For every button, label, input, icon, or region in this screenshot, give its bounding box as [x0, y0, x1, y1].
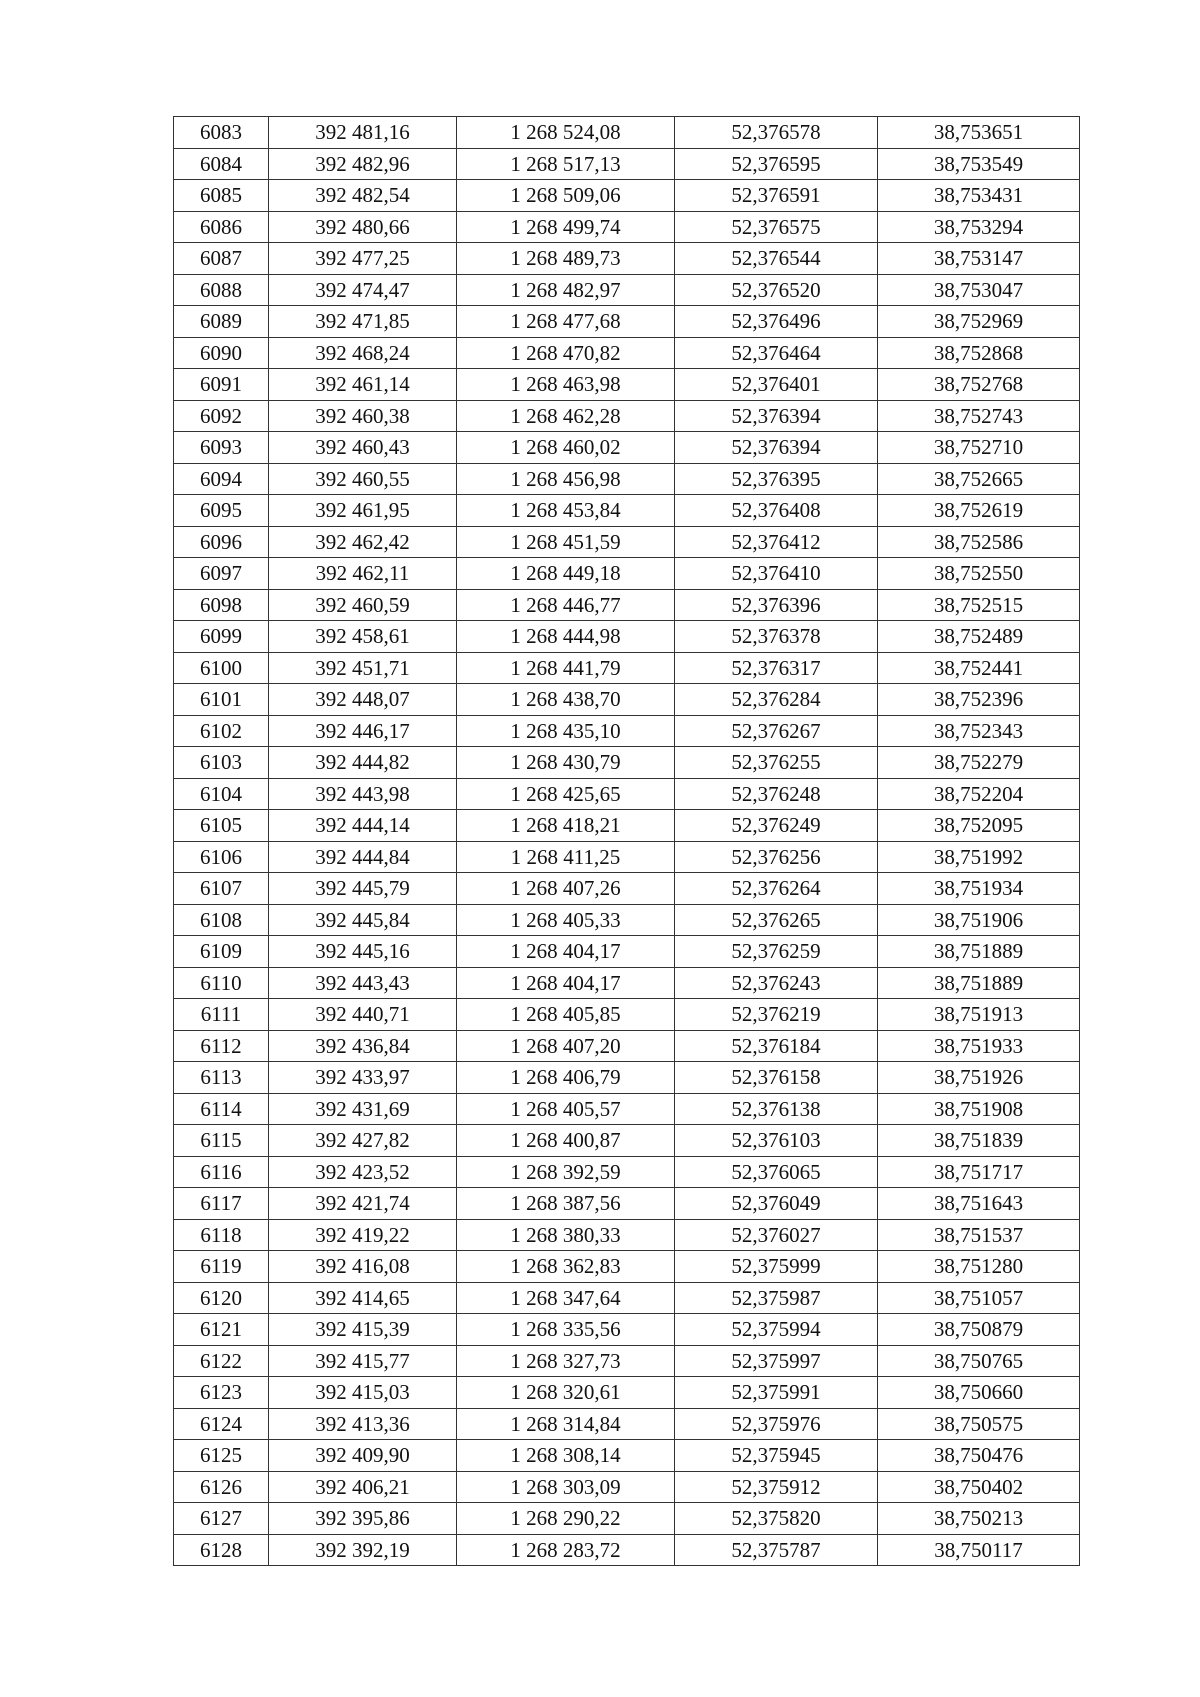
longitude-cell: 38,752743: [878, 400, 1080, 432]
coordinates-table-body: [174, 117, 1080, 1566]
latitude-cell: 52,376219: [675, 999, 878, 1031]
table-row: [174, 873, 1080, 905]
point-number-cell: 6125: [174, 1440, 269, 1472]
table-row: [174, 1219, 1080, 1251]
longitude-cell: 38,750117: [878, 1534, 1080, 1566]
latitude-cell: 52,376103: [675, 1125, 878, 1157]
longitude-cell: 38,751926: [878, 1062, 1080, 1094]
x-coordinate-cell: 392 460,38: [269, 400, 457, 432]
y-coordinate-cell: 1 268 411,25: [457, 841, 675, 873]
point-number-cell: 6086: [174, 211, 269, 243]
x-coordinate-cell: 392 468,24: [269, 337, 457, 369]
x-coordinate-cell: 392 444,82: [269, 747, 457, 779]
y-coordinate-cell: 1 268 482,97: [457, 274, 675, 306]
point-number-cell: 6111: [174, 999, 269, 1031]
longitude-cell: 38,752768: [878, 369, 1080, 401]
x-coordinate-cell: 392 421,74: [269, 1188, 457, 1220]
point-number-cell: 6121: [174, 1314, 269, 1346]
table-row: [174, 841, 1080, 873]
latitude-cell: 52,376243: [675, 967, 878, 999]
point-number-cell: 6119: [174, 1251, 269, 1283]
table-row: [174, 369, 1080, 401]
table-row: [174, 621, 1080, 653]
y-coordinate-cell: 1 268 380,33: [457, 1219, 675, 1251]
y-coordinate-cell: 1 268 314,84: [457, 1408, 675, 1440]
latitude-cell: 52,376578: [675, 117, 878, 149]
x-coordinate-cell: 392 458,61: [269, 621, 457, 653]
table-row: [174, 967, 1080, 999]
table-row: [174, 1156, 1080, 1188]
x-coordinate-cell: 392 445,16: [269, 936, 457, 968]
y-coordinate-cell: 1 268 499,74: [457, 211, 675, 243]
point-number-cell: 6097: [174, 558, 269, 590]
longitude-cell: 38,753431: [878, 180, 1080, 212]
latitude-cell: 52,376412: [675, 526, 878, 558]
point-number-cell: 6115: [174, 1125, 269, 1157]
y-coordinate-cell: 1 268 405,33: [457, 904, 675, 936]
table-row: [174, 1125, 1080, 1157]
x-coordinate-cell: 392 460,59: [269, 589, 457, 621]
y-coordinate-cell: 1 268 387,56: [457, 1188, 675, 1220]
point-number-cell: 6090: [174, 337, 269, 369]
y-coordinate-cell: 1 268 308,14: [457, 1440, 675, 1472]
y-coordinate-cell: 1 268 303,09: [457, 1471, 675, 1503]
longitude-cell: 38,751933: [878, 1030, 1080, 1062]
x-coordinate-cell: 392 440,71: [269, 999, 457, 1031]
table-row: [174, 1062, 1080, 1094]
table-row: [174, 1282, 1080, 1314]
point-number-cell: 6128: [174, 1534, 269, 1566]
x-coordinate-cell: 392 413,36: [269, 1408, 457, 1440]
table-row: [174, 747, 1080, 779]
latitude-cell: 52,376396: [675, 589, 878, 621]
table-row: [174, 999, 1080, 1031]
latitude-cell: 52,376464: [675, 337, 878, 369]
y-coordinate-cell: 1 268 320,61: [457, 1377, 675, 1409]
x-coordinate-cell: 392 474,47: [269, 274, 457, 306]
latitude-cell: 52,376265: [675, 904, 878, 936]
latitude-cell: 52,375820: [675, 1503, 878, 1535]
x-coordinate-cell: 392 433,97: [269, 1062, 457, 1094]
x-coordinate-cell: 392 409,90: [269, 1440, 457, 1472]
y-coordinate-cell: 1 268 435,10: [457, 715, 675, 747]
longitude-cell: 38,751280: [878, 1251, 1080, 1283]
y-coordinate-cell: 1 268 362,83: [457, 1251, 675, 1283]
y-coordinate-cell: 1 268 470,82: [457, 337, 675, 369]
x-coordinate-cell: 392 443,43: [269, 967, 457, 999]
point-number-cell: 6126: [174, 1471, 269, 1503]
y-coordinate-cell: 1 268 509,06: [457, 180, 675, 212]
x-coordinate-cell: 392 460,55: [269, 463, 457, 495]
x-coordinate-cell: 392 446,17: [269, 715, 457, 747]
table-row: [174, 526, 1080, 558]
table-row: [174, 117, 1080, 149]
latitude-cell: 52,375997: [675, 1345, 878, 1377]
latitude-cell: 52,376259: [675, 936, 878, 968]
latitude-cell: 52,376284: [675, 684, 878, 716]
table-row: [174, 1534, 1080, 1566]
point-number-cell: 6116: [174, 1156, 269, 1188]
longitude-cell: 38,752396: [878, 684, 1080, 716]
latitude-cell: 52,376256: [675, 841, 878, 873]
point-number-cell: 6085: [174, 180, 269, 212]
longitude-cell: 38,751537: [878, 1219, 1080, 1251]
table-row: [174, 1345, 1080, 1377]
latitude-cell: 52,376248: [675, 778, 878, 810]
y-coordinate-cell: 1 268 524,08: [457, 117, 675, 149]
y-coordinate-cell: 1 268 405,85: [457, 999, 675, 1031]
latitude-cell: 52,376595: [675, 148, 878, 180]
y-coordinate-cell: 1 268 451,59: [457, 526, 675, 558]
latitude-cell: 52,376317: [675, 652, 878, 684]
longitude-cell: 38,751889: [878, 936, 1080, 968]
x-coordinate-cell: 392 436,84: [269, 1030, 457, 1062]
y-coordinate-cell: 1 268 449,18: [457, 558, 675, 590]
latitude-cell: 52,376520: [675, 274, 878, 306]
x-coordinate-cell: 392 482,54: [269, 180, 457, 212]
latitude-cell: 52,375987: [675, 1282, 878, 1314]
latitude-cell: 52,376264: [675, 873, 878, 905]
latitude-cell: 52,376158: [675, 1062, 878, 1094]
longitude-cell: 38,752343: [878, 715, 1080, 747]
table-row: [174, 1408, 1080, 1440]
latitude-cell: 52,375994: [675, 1314, 878, 1346]
point-number-cell: 6094: [174, 463, 269, 495]
longitude-cell: 38,753147: [878, 243, 1080, 275]
point-number-cell: 6087: [174, 243, 269, 275]
table-row: [174, 274, 1080, 306]
table-row: [174, 306, 1080, 338]
longitude-cell: 38,751057: [878, 1282, 1080, 1314]
y-coordinate-cell: 1 268 327,73: [457, 1345, 675, 1377]
point-number-cell: 6124: [174, 1408, 269, 1440]
y-coordinate-cell: 1 268 446,77: [457, 589, 675, 621]
latitude-cell: 52,376496: [675, 306, 878, 338]
point-number-cell: 6083: [174, 117, 269, 149]
y-coordinate-cell: 1 268 489,73: [457, 243, 675, 275]
x-coordinate-cell: 392 448,07: [269, 684, 457, 716]
longitude-cell: 38,752619: [878, 495, 1080, 527]
table-row: [174, 1503, 1080, 1535]
latitude-cell: 52,376378: [675, 621, 878, 653]
point-number-cell: 6095: [174, 495, 269, 527]
longitude-cell: 38,751889: [878, 967, 1080, 999]
x-coordinate-cell: 392 477,25: [269, 243, 457, 275]
longitude-cell: 38,752441: [878, 652, 1080, 684]
point-number-cell: 6091: [174, 369, 269, 401]
table-row: [174, 400, 1080, 432]
latitude-cell: 52,376267: [675, 715, 878, 747]
longitude-cell: 38,750575: [878, 1408, 1080, 1440]
x-coordinate-cell: 392 443,98: [269, 778, 457, 810]
y-coordinate-cell: 1 268 335,56: [457, 1314, 675, 1346]
x-coordinate-cell: 392 482,96: [269, 148, 457, 180]
point-number-cell: 6112: [174, 1030, 269, 1062]
table-row: [174, 589, 1080, 621]
x-coordinate-cell: 392 460,43: [269, 432, 457, 464]
latitude-cell: 52,376394: [675, 400, 878, 432]
point-number-cell: 6113: [174, 1062, 269, 1094]
latitude-cell: 52,375787: [675, 1534, 878, 1566]
longitude-cell: 38,750213: [878, 1503, 1080, 1535]
y-coordinate-cell: 1 268 400,87: [457, 1125, 675, 1157]
x-coordinate-cell: 392 481,16: [269, 117, 457, 149]
x-coordinate-cell: 392 445,84: [269, 904, 457, 936]
table-row: [174, 1093, 1080, 1125]
longitude-cell: 38,750765: [878, 1345, 1080, 1377]
table-row: [174, 463, 1080, 495]
point-number-cell: 6099: [174, 621, 269, 653]
point-number-cell: 6117: [174, 1188, 269, 1220]
x-coordinate-cell: 392 406,21: [269, 1471, 457, 1503]
point-number-cell: 6127: [174, 1503, 269, 1535]
latitude-cell: 52,375945: [675, 1440, 878, 1472]
x-coordinate-cell: 392 415,77: [269, 1345, 457, 1377]
y-coordinate-cell: 1 268 290,22: [457, 1503, 675, 1535]
y-coordinate-cell: 1 268 430,79: [457, 747, 675, 779]
latitude-cell: 52,376544: [675, 243, 878, 275]
y-coordinate-cell: 1 268 407,20: [457, 1030, 675, 1062]
longitude-cell: 38,751934: [878, 873, 1080, 905]
table-row: [174, 652, 1080, 684]
longitude-cell: 38,750402: [878, 1471, 1080, 1503]
longitude-cell: 38,753651: [878, 117, 1080, 149]
latitude-cell: 52,376408: [675, 495, 878, 527]
point-number-cell: 6108: [174, 904, 269, 936]
longitude-cell: 38,751643: [878, 1188, 1080, 1220]
point-number-cell: 6120: [174, 1282, 269, 1314]
longitude-cell: 38,751906: [878, 904, 1080, 936]
y-coordinate-cell: 1 268 477,68: [457, 306, 675, 338]
table-row: [174, 1251, 1080, 1283]
latitude-cell: 52,376027: [675, 1219, 878, 1251]
longitude-cell: 38,752515: [878, 589, 1080, 621]
y-coordinate-cell: 1 268 460,02: [457, 432, 675, 464]
x-coordinate-cell: 392 444,14: [269, 810, 457, 842]
longitude-cell: 38,752095: [878, 810, 1080, 842]
latitude-cell: 52,375976: [675, 1408, 878, 1440]
x-coordinate-cell: 392 431,69: [269, 1093, 457, 1125]
point-number-cell: 6105: [174, 810, 269, 842]
latitude-cell: 52,375991: [675, 1377, 878, 1409]
y-coordinate-cell: 1 268 425,65: [457, 778, 675, 810]
longitude-cell: 38,752279: [878, 747, 1080, 779]
point-number-cell: 6101: [174, 684, 269, 716]
table-row: [174, 1314, 1080, 1346]
latitude-cell: 52,376249: [675, 810, 878, 842]
longitude-cell: 38,751839: [878, 1125, 1080, 1157]
latitude-cell: 52,376591: [675, 180, 878, 212]
y-coordinate-cell: 1 268 407,26: [457, 873, 675, 905]
table-row: [174, 432, 1080, 464]
latitude-cell: 52,375912: [675, 1471, 878, 1503]
y-coordinate-cell: 1 268 456,98: [457, 463, 675, 495]
table-row: [174, 558, 1080, 590]
y-coordinate-cell: 1 268 406,79: [457, 1062, 675, 1094]
table-row: [174, 1030, 1080, 1062]
table-row: [174, 1377, 1080, 1409]
point-number-cell: 6110: [174, 967, 269, 999]
y-coordinate-cell: 1 268 453,84: [457, 495, 675, 527]
y-coordinate-cell: 1 268 418,21: [457, 810, 675, 842]
point-number-cell: 6107: [174, 873, 269, 905]
latitude-cell: 52,375999: [675, 1251, 878, 1283]
longitude-cell: 38,752550: [878, 558, 1080, 590]
x-coordinate-cell: 392 415,39: [269, 1314, 457, 1346]
longitude-cell: 38,751908: [878, 1093, 1080, 1125]
table-row: [174, 778, 1080, 810]
point-number-cell: 6123: [174, 1377, 269, 1409]
table-row: [174, 715, 1080, 747]
y-coordinate-cell: 1 268 347,64: [457, 1282, 675, 1314]
table-row: [174, 337, 1080, 369]
longitude-cell: 38,753549: [878, 148, 1080, 180]
longitude-cell: 38,751992: [878, 841, 1080, 873]
x-coordinate-cell: 392 471,85: [269, 306, 457, 338]
table-row: [174, 1440, 1080, 1472]
coordinates-table: [173, 116, 1080, 1566]
point-number-cell: 6084: [174, 148, 269, 180]
y-coordinate-cell: 1 268 444,98: [457, 621, 675, 653]
point-number-cell: 6102: [174, 715, 269, 747]
x-coordinate-cell: 392 451,71: [269, 652, 457, 684]
x-coordinate-cell: 392 414,65: [269, 1282, 457, 1314]
x-coordinate-cell: 392 427,82: [269, 1125, 457, 1157]
longitude-cell: 38,750476: [878, 1440, 1080, 1472]
longitude-cell: 38,752489: [878, 621, 1080, 653]
x-coordinate-cell: 392 444,84: [269, 841, 457, 873]
point-number-cell: 6098: [174, 589, 269, 621]
point-number-cell: 6118: [174, 1219, 269, 1251]
longitude-cell: 38,752665: [878, 463, 1080, 495]
latitude-cell: 52,376394: [675, 432, 878, 464]
table-row: [174, 936, 1080, 968]
latitude-cell: 52,376401: [675, 369, 878, 401]
x-coordinate-cell: 392 480,66: [269, 211, 457, 243]
y-coordinate-cell: 1 268 404,17: [457, 967, 675, 999]
latitude-cell: 52,376049: [675, 1188, 878, 1220]
y-coordinate-cell: 1 268 517,13: [457, 148, 675, 180]
point-number-cell: 6103: [174, 747, 269, 779]
y-coordinate-cell: 1 268 283,72: [457, 1534, 675, 1566]
x-coordinate-cell: 392 415,03: [269, 1377, 457, 1409]
y-coordinate-cell: 1 268 405,57: [457, 1093, 675, 1125]
y-coordinate-cell: 1 268 438,70: [457, 684, 675, 716]
table-row: [174, 495, 1080, 527]
y-coordinate-cell: 1 268 441,79: [457, 652, 675, 684]
x-coordinate-cell: 392 392,19: [269, 1534, 457, 1566]
x-coordinate-cell: 392 462,42: [269, 526, 457, 558]
latitude-cell: 52,376410: [675, 558, 878, 590]
y-coordinate-cell: 1 268 392,59: [457, 1156, 675, 1188]
longitude-cell: 38,752969: [878, 306, 1080, 338]
longitude-cell: 38,752868: [878, 337, 1080, 369]
x-coordinate-cell: 392 423,52: [269, 1156, 457, 1188]
point-number-cell: 6092: [174, 400, 269, 432]
latitude-cell: 52,376065: [675, 1156, 878, 1188]
x-coordinate-cell: 392 461,14: [269, 369, 457, 401]
x-coordinate-cell: 392 462,11: [269, 558, 457, 590]
longitude-cell: 38,750660: [878, 1377, 1080, 1409]
point-number-cell: 6106: [174, 841, 269, 873]
table-row: [174, 148, 1080, 180]
longitude-cell: 38,750879: [878, 1314, 1080, 1346]
latitude-cell: 52,376184: [675, 1030, 878, 1062]
latitude-cell: 52,376138: [675, 1093, 878, 1125]
x-coordinate-cell: 392 461,95: [269, 495, 457, 527]
longitude-cell: 38,752586: [878, 526, 1080, 558]
x-coordinate-cell: 392 416,08: [269, 1251, 457, 1283]
table-row: [174, 684, 1080, 716]
x-coordinate-cell: 392 419,22: [269, 1219, 457, 1251]
point-number-cell: 6114: [174, 1093, 269, 1125]
point-number-cell: 6089: [174, 306, 269, 338]
latitude-cell: 52,376255: [675, 747, 878, 779]
longitude-cell: 38,752710: [878, 432, 1080, 464]
point-number-cell: 6093: [174, 432, 269, 464]
longitude-cell: 38,751913: [878, 999, 1080, 1031]
table-row: [174, 180, 1080, 212]
latitude-cell: 52,376395: [675, 463, 878, 495]
table-row: [174, 810, 1080, 842]
point-number-cell: 6122: [174, 1345, 269, 1377]
latitude-cell: 52,376575: [675, 211, 878, 243]
point-number-cell: 6100: [174, 652, 269, 684]
table-row: [174, 904, 1080, 936]
y-coordinate-cell: 1 268 463,98: [457, 369, 675, 401]
longitude-cell: 38,753294: [878, 211, 1080, 243]
longitude-cell: 38,752204: [878, 778, 1080, 810]
point-number-cell: 6109: [174, 936, 269, 968]
table-row: [174, 1188, 1080, 1220]
y-coordinate-cell: 1 268 462,28: [457, 400, 675, 432]
point-number-cell: 6096: [174, 526, 269, 558]
table-row: [174, 1471, 1080, 1503]
point-number-cell: 6104: [174, 778, 269, 810]
table-row: [174, 243, 1080, 275]
x-coordinate-cell: 392 395,86: [269, 1503, 457, 1535]
longitude-cell: 38,751717: [878, 1156, 1080, 1188]
point-number-cell: 6088: [174, 274, 269, 306]
longitude-cell: 38,753047: [878, 274, 1080, 306]
table-row: [174, 211, 1080, 243]
x-coordinate-cell: 392 445,79: [269, 873, 457, 905]
y-coordinate-cell: 1 268 404,17: [457, 936, 675, 968]
